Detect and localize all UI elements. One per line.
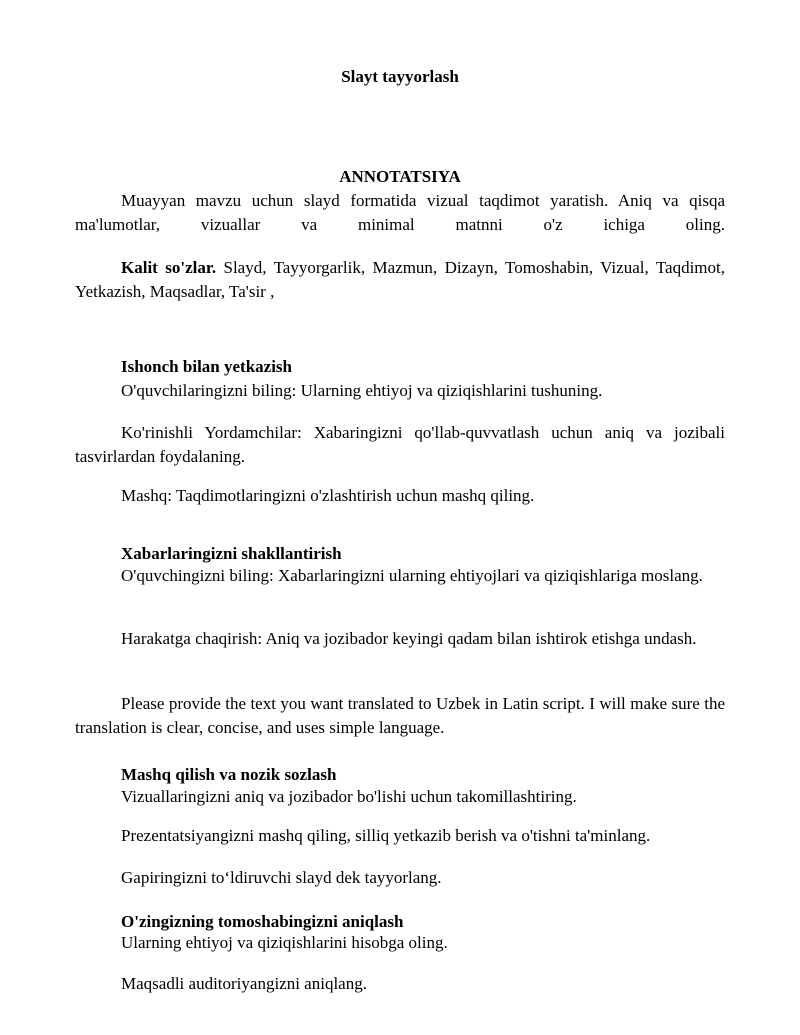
keywords-text: Slayd, Tayyorgarlik, Mazmun, Dizayn, Tomoshabin, Vizual, Taqdimot, Yetkazish, Maqsadlar, Ta'sir , <box>75 258 725 301</box>
document-title: Slayt tayyorlash <box>341 67 459 86</box>
annotation-heading: ANNOTATSIYA <box>339 167 461 186</box>
section-paragraph: O'quvchingizni biling: Xabarlaringizni ularning ehtiyojlari va qiziqishlariga moslang. <box>121 566 703 585</box>
section-heading: Mashq qilish va nozik sozlash <box>121 765 337 784</box>
section-paragraph: Please provide the text you want translated to Uzbek in Latin script. I will make sure the translation is clear, concise, and uses simple language. <box>75 694 725 737</box>
section-paragraph: Ko'rinishli Yordamchilar: Xabaringizni qo'llab-quvvatlash uchun aniq va jozibali tasvirlardan foydalaning. <box>75 423 725 466</box>
section-paragraph: Vizuallaringizni aniq va jozibador bo'lishi uchun takomillashtiring. <box>121 787 577 806</box>
section-paragraph: Gapiringizni to‘ldiruvchi slayd dek tayyorlang. <box>121 868 442 887</box>
section-paragraph: Maqsadli auditoriyangizni aniqlang. <box>121 974 367 993</box>
section-paragraph: Prezentatsiyangizni mashq qiling, silliq yetkazib berish va o'tishni ta'minlang. <box>121 826 651 845</box>
section-heading: Xabarlaringizni shakllantirish <box>121 544 342 563</box>
keywords-paragraph <box>75 256 725 304</box>
section-heading: O'zingizning tomoshabingizni aniqlash <box>121 912 404 931</box>
section-heading: Ishonch bilan yetkazish <box>121 357 292 376</box>
section-paragraph: Harakatga chaqirish: Aniq va jozibador keyingi qadam bilan ishtirok etishga undash. <box>121 629 697 648</box>
annotation-paragraph: Muayyan mavzu uchun slayd formatida vizual taqdimot yaratish. Aniq va qisqa ma'lumotlar, vizuallar va minimal matnni o'z ichiga oling. <box>75 191 725 234</box>
section-paragraph: Mashq: Taqdimotlaringizni o'zlashtirish uchun mashq qiling. <box>121 486 535 505</box>
section-paragraph: Ularning ehtiyoj va qiziqishlarini hisobga oling. <box>121 933 448 952</box>
keywords-label: Kalit so'zlar. <box>121 258 217 277</box>
section-paragraph: O'quvchilaringizni biling: Ularning ehtiyoj va qiziqishlarini tushuning. <box>121 381 603 400</box>
